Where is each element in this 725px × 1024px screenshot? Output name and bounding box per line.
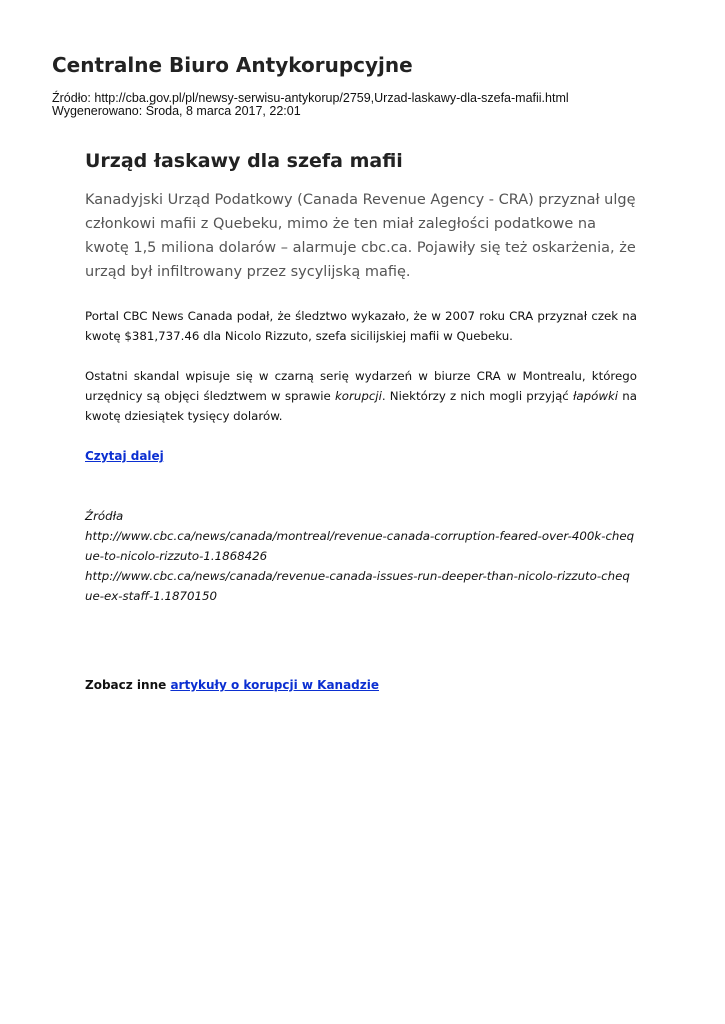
see-more bbox=[85, 676, 379, 694]
article-paragraph-1: Portal CBC News Canada podał, że śledztwo wykazało, że w 2007 roku CRA przyznał czek na kwotę $381,737.46 dla Nicolo Rizzuto, szefa sicilijskiej mafii w Quebeku. bbox=[85, 309, 637, 343]
paragraph-2-text-a: Ostatni skandal wpisuje się w czarną serię wydarzeń w biurze CRA w Montrealu, którego urzędnicy są objęci śledztwem w sprawie bbox=[85, 369, 637, 403]
emphasis-lapowki: łapówki bbox=[573, 389, 619, 403]
see-more-link[interactable]: artykuły o korupcji w Kanadzie bbox=[170, 678, 380, 692]
source-url-2: http://www.cbc.ca/news/canada/revenue-canada-issues-run-deeper-than-nicolo-rizzuto-cheque-ex-staff-1.1870150 bbox=[85, 569, 630, 603]
article-lead: Kanadyjski Urząd Podatkowy (Canada Revenue Agency - CRA) przyznał ulgę członkowi mafii z Quebeku, mimo że ten miał zaległości podatkowe na kwotę 1,5 miliona dolarów – alarmuje cbc.ca. Pojawiły się też oskarżenia, że urząd był infiltrowany przez sycylijską mafię. bbox=[85, 192, 636, 280]
document-meta bbox=[52, 92, 569, 118]
source-line: Źródło: http://cba.gov.pl/pl/newsy-serwisu-antykorup/2759,Urzad-laskawy-dla-szefa-mafii.html bbox=[52, 91, 569, 105]
source-url-1: http://www.cbc.ca/news/canada/montreal/revenue-canada-corruption-feared-over-400k-cheque-to-nicolo-rizzuto-1.1868426 bbox=[85, 529, 635, 563]
article bbox=[85, 148, 637, 606]
article-title: Urząd łaskawy dla szefa mafii bbox=[85, 150, 403, 172]
sources-label: Źródła bbox=[85, 509, 124, 523]
emphasis-korupcji: korupcji bbox=[334, 389, 382, 403]
sources-section bbox=[85, 506, 637, 606]
paragraph-2-text-b: . Niektórzy z nich mogli przyjąć bbox=[381, 389, 573, 403]
generated-line: Wygenerowano: Środa, 8 marca 2017, 22:01 bbox=[52, 104, 301, 118]
see-more-prefix: Zobacz inne bbox=[85, 678, 171, 692]
site-title: Centralne Biuro Antykorupcyjne bbox=[52, 53, 413, 77]
paragraph-2-text-c: na kwotę dziesiątek tysięcy dolarów. bbox=[85, 389, 637, 423]
read-more-link[interactable]: Czytaj dalej bbox=[85, 449, 164, 463]
article-paragraph-2 bbox=[85, 366, 637, 426]
